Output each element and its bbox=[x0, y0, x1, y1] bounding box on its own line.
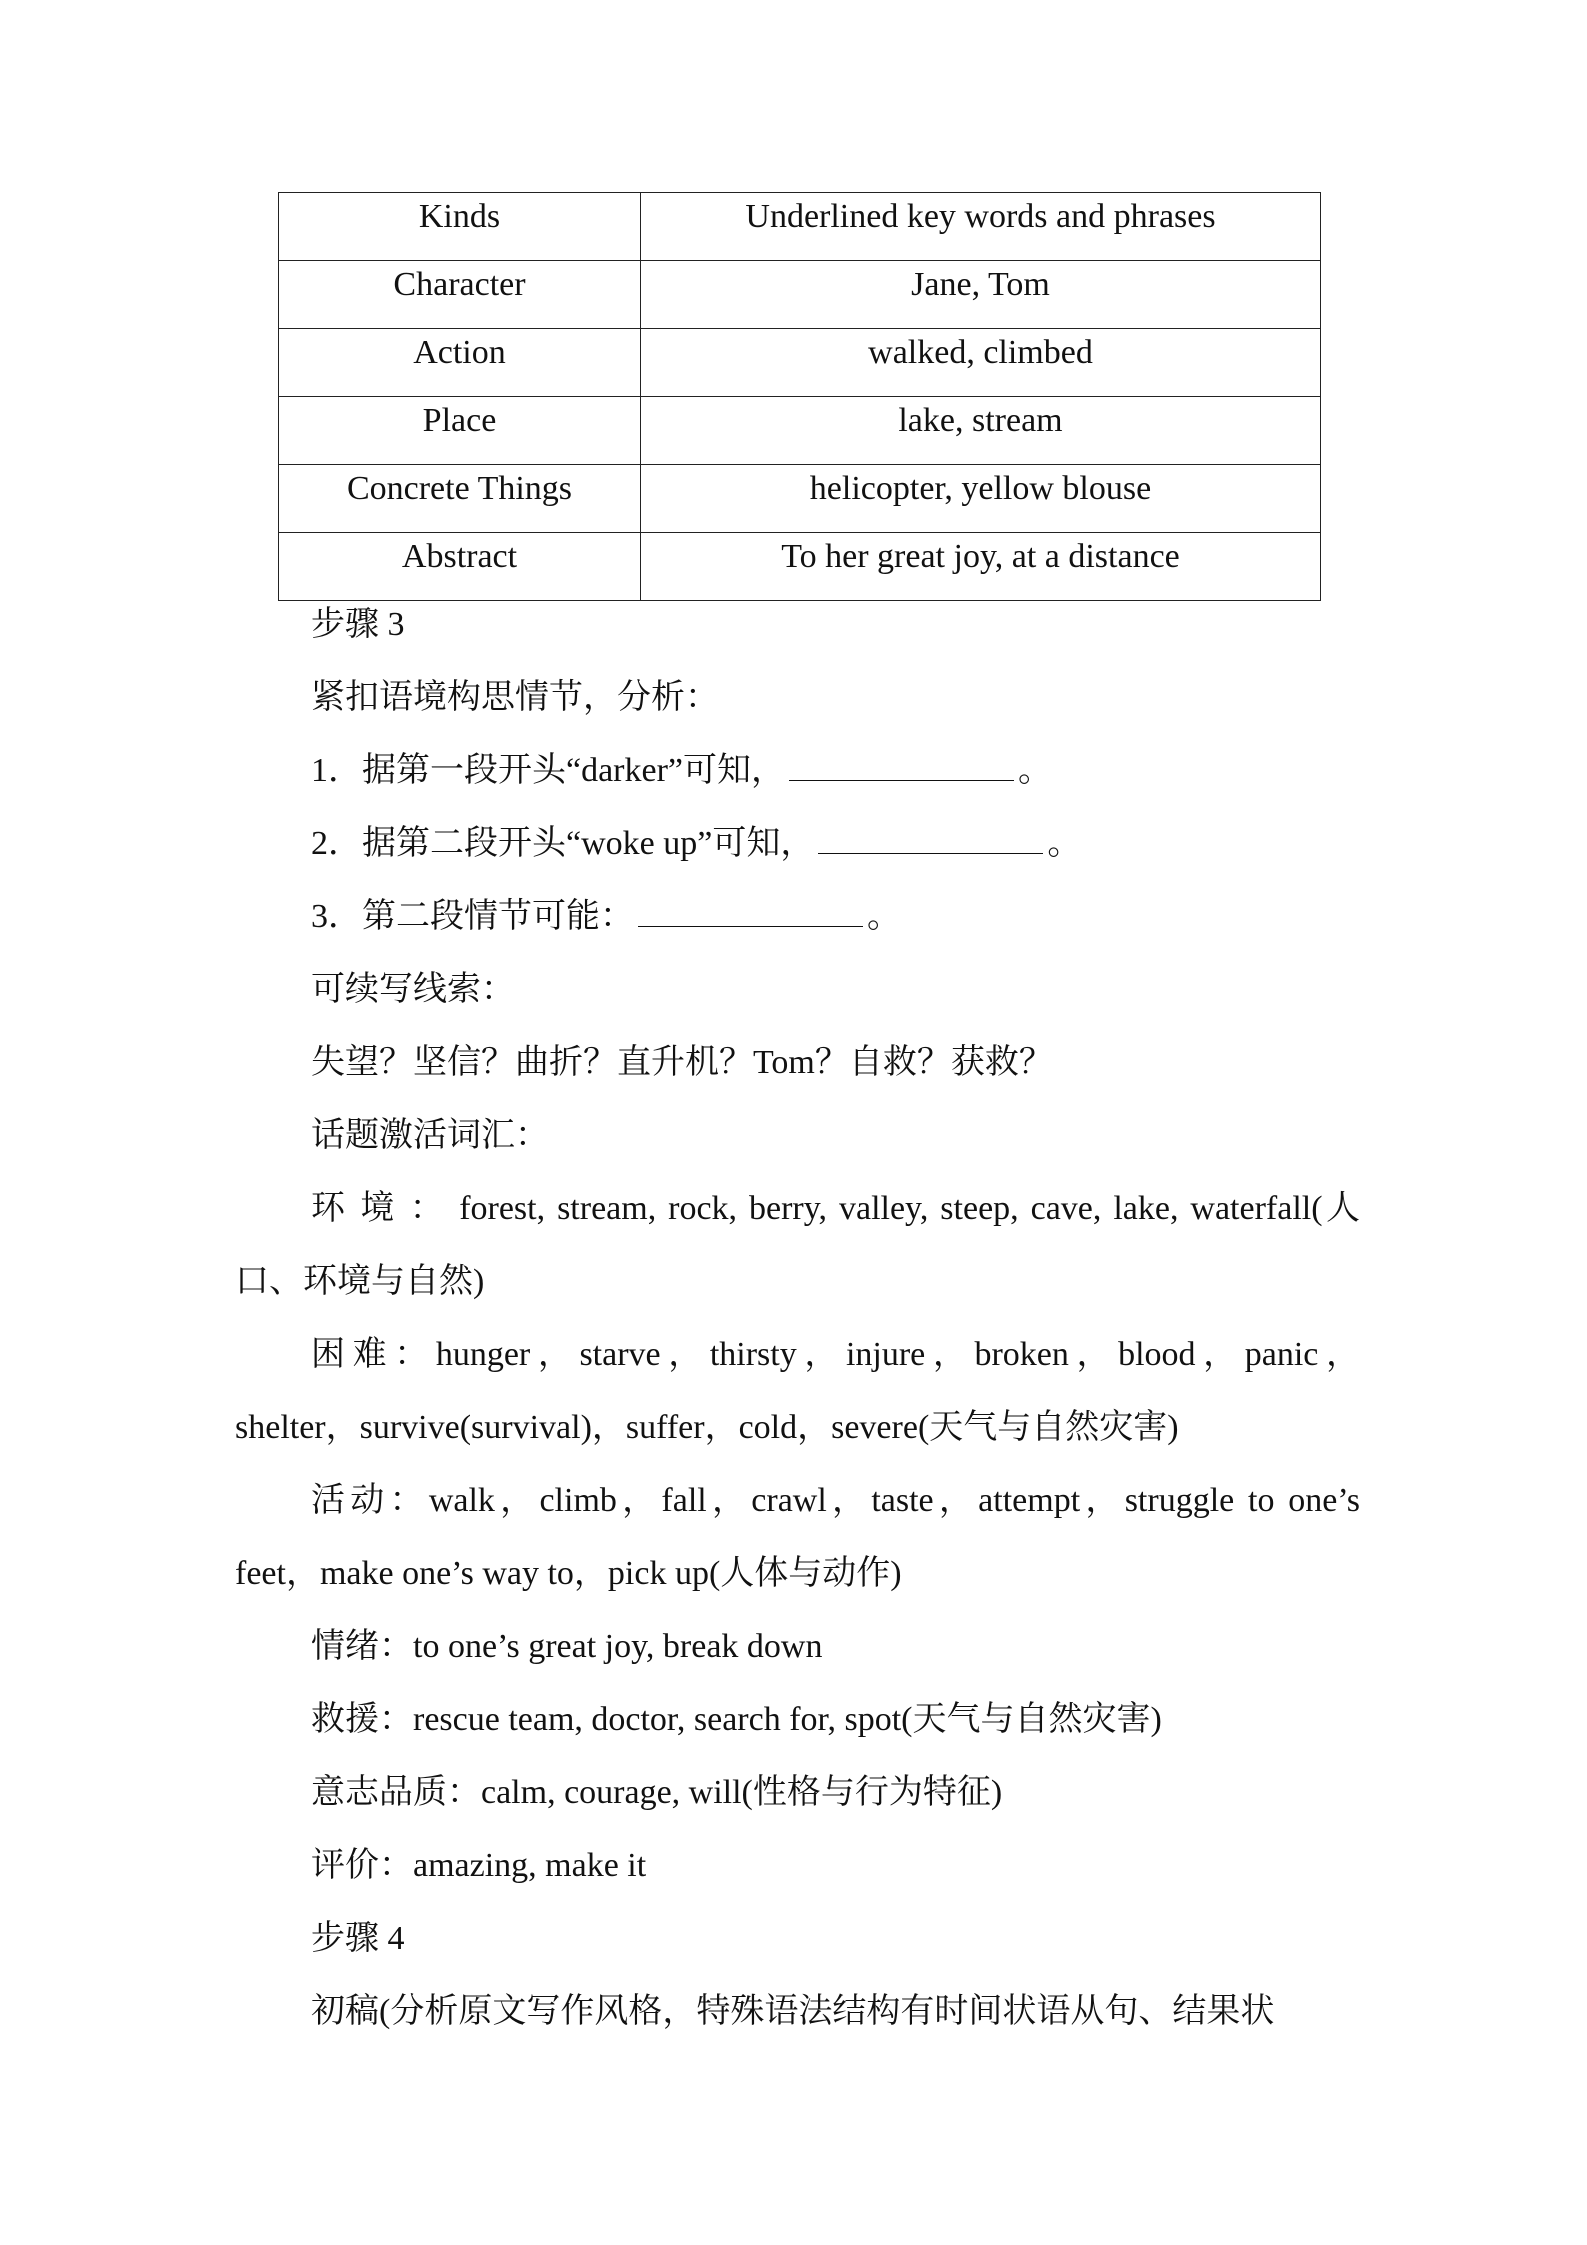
table-header-cell: Kinds bbox=[279, 193, 641, 261]
vocab-environment: 环 境 ： forest, stream, rock, berry, valley, steep, cave, lake, waterfall(人口、环境与自然) bbox=[235, 1190, 1360, 1300]
step4-heading: 步骤 4 bbox=[311, 1920, 405, 1957]
table-row bbox=[279, 329, 1321, 397]
body-text bbox=[235, 588, 1360, 2048]
table-row bbox=[279, 261, 1321, 329]
table-cell-kind: Abstract bbox=[279, 533, 641, 601]
table-cell-kind: Character bbox=[279, 261, 641, 329]
key-words-table bbox=[278, 192, 1321, 601]
table-header-row bbox=[279, 193, 1321, 261]
answer-blank-2 bbox=[818, 823, 1043, 854]
table-header-cell: Underlined key words and phrases bbox=[641, 193, 1321, 261]
vocab-activity: 活动：walk，climb，fall，crawl，taste，attempt，struggle to one’s feet，make one’s way to，pick up(人体与动作) bbox=[235, 1482, 1360, 1592]
table-cell-words: Jane, Tom bbox=[641, 261, 1321, 329]
answer-blank-3 bbox=[638, 896, 863, 927]
question-2-end: 。 bbox=[1047, 825, 1082, 862]
vocab-evaluation: 评价：amazing, make it bbox=[311, 1847, 647, 1884]
question-3-end: 。 bbox=[867, 898, 901, 935]
vocab-difficulty: 困难：hunger，starve，thirsty，injure，broken，blood，panic，shelter，survive(survival)，suffer，cold，severe(天气与自然灾害) bbox=[235, 1336, 1360, 1446]
question-2-text: 2．据第二段开头“woke up”可知， bbox=[311, 825, 815, 862]
clue-label: 可续写线索： bbox=[311, 971, 515, 1008]
table-cell-kind: Concrete Things bbox=[279, 465, 641, 533]
question-1-end: 。 bbox=[1018, 752, 1053, 789]
table-cell-words: walked, climbed bbox=[641, 329, 1321, 397]
table-cell-kind: Action bbox=[279, 329, 641, 397]
vocab-label: 话题激活词汇： bbox=[311, 1117, 549, 1154]
vocab-will: 意志品质：calm, courage, will(性格与行为特征) bbox=[311, 1774, 1003, 1811]
step4-draft: 初稿(分析原文写作风格，特殊语法结构有时间状语从句、结果状 bbox=[311, 1993, 1275, 2030]
table-row bbox=[279, 397, 1321, 465]
clue-list: 失望？坚信？曲折？直升机？Tom？自救？获救？ bbox=[311, 1044, 1053, 1081]
table-cell-words: helicopter, yellow blouse bbox=[641, 465, 1321, 533]
vocab-rescue: 救援：rescue team, doctor, search for, spot(天气与自然灾害) bbox=[311, 1701, 1162, 1738]
vocab-emotion: 情绪：to one’s great joy, break down bbox=[311, 1628, 823, 1665]
question-3-text: 3．第二段情节可能： bbox=[311, 898, 634, 935]
table-row bbox=[279, 465, 1321, 533]
step3-heading: 步骤 3 bbox=[311, 606, 405, 643]
step3-intro: 紧扣语境构思情节，分析： bbox=[311, 679, 719, 716]
table-cell-kind: Place bbox=[279, 397, 641, 465]
table-cell-words: To her great joy, at a distance bbox=[641, 533, 1321, 601]
question-3 bbox=[235, 880, 1360, 953]
question-1 bbox=[235, 734, 1360, 807]
table-cell-words: lake, stream bbox=[641, 397, 1321, 465]
question-2 bbox=[235, 807, 1360, 880]
question-1-text: 1．据第一段开头“darker”可知， bbox=[311, 752, 786, 789]
answer-blank-1 bbox=[789, 750, 1014, 781]
